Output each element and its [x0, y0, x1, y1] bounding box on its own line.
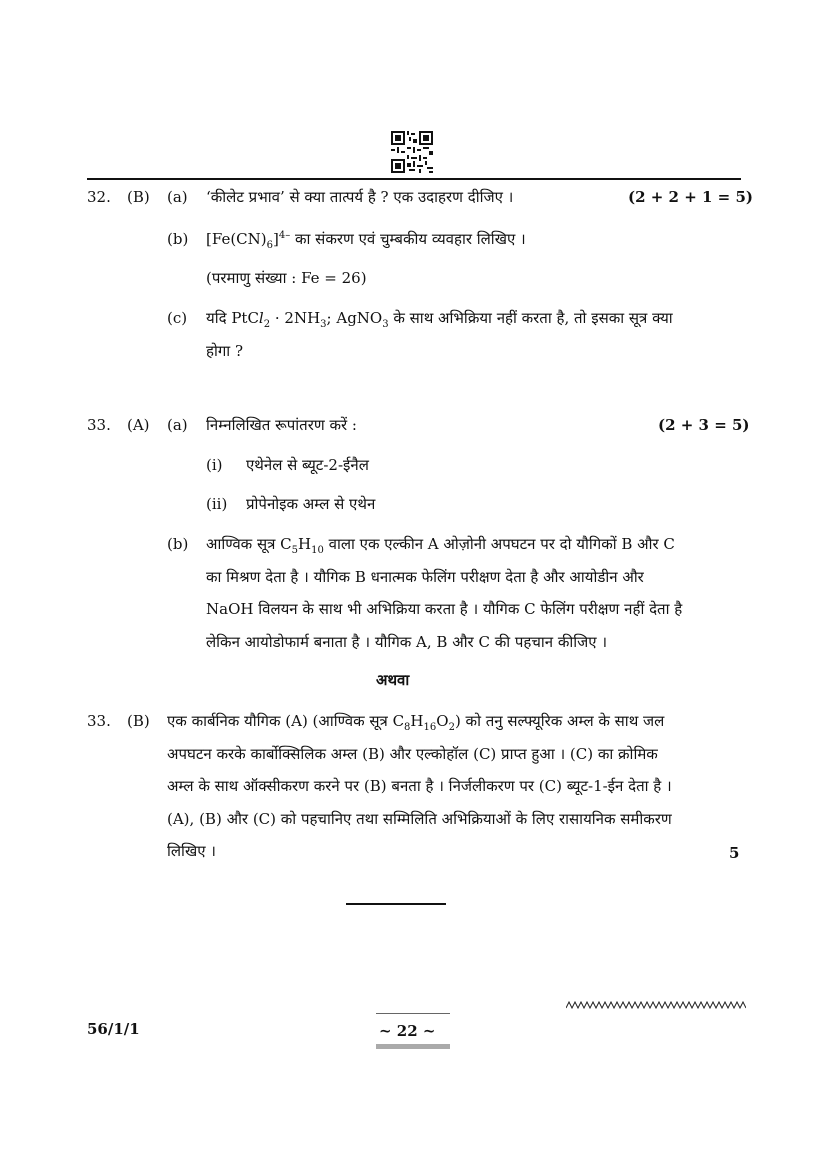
q33a-b-paragraph — [206, 528, 703, 658]
q33b-number: 33. — [87, 712, 111, 730]
page-number-bottom-bar — [376, 1044, 450, 1049]
q33a-i-label: (i) — [206, 456, 223, 474]
page-number: ~ 22 ~ — [379, 1022, 436, 1040]
q33a-marks: (2 + 3 = 5) — [658, 416, 750, 434]
q32-number: 32. — [87, 188, 111, 206]
q32-marks: (2 + 2 + 1 = 5) — [628, 188, 753, 206]
q32-option: (B) — [127, 188, 150, 206]
q33a-number: 33. — [87, 416, 111, 434]
q33a-b-line4: लेकिन आयोडोफार्म बनाता है । यौगिक A, B और C की पहचान कीजिए । — [206, 632, 608, 651]
page-number-top-bar — [376, 1013, 450, 1014]
q33a-option: (A) — [127, 416, 150, 434]
q32-b-label: (b) — [167, 230, 189, 248]
q33b-paragraph — [167, 705, 703, 868]
q33b-marks: 5 — [729, 844, 740, 862]
q32-a-text: ‘कीलेट प्रभाव’ से क्या तात्पर्य है ? एक उदाहरण दीजिए । — [206, 188, 514, 206]
q33a-ii-text: प्रोपेनोइक अम्ल से एथेन — [246, 495, 376, 513]
q32-c-line2: होगा ? — [206, 342, 243, 360]
q33a-a-label: (a) — [167, 416, 188, 434]
q32-c-label: (c) — [167, 309, 188, 327]
q32-a-label: (a) — [167, 188, 188, 206]
q33b-line4: (A), (B) और (C) को पहचानिए तथा सम्मिलिति अभिक्रियाओं के लिए रासायनिक समीकरण — [167, 809, 672, 828]
paper-code: 56/1/1 — [87, 1020, 140, 1038]
q33a-a-text: निम्नलिखित रूपांतरण करें : — [206, 416, 357, 434]
q33a-b-line2: का मिश्रण देता है । यौगिक B धनात्मक फेलिंग परीक्षण देता है और आयोडीन और — [206, 567, 644, 586]
q33a-b-label: (b) — [167, 535, 189, 553]
q33b-line1: एक कार्बनिक यौगिक (A) (आण्विक सूत्र $C_8H_{16}O_2$) को तनु सल्फ्यूरिक अम्ल के साथ जल — [167, 712, 665, 733]
qr-code-icon — [391, 131, 433, 173]
or-heading: अथवा — [376, 671, 410, 689]
q32-b-text: $[Fe(CN)_6]^{4-}$ का संकरण एवं चुम्बकीय व्यवहार लिखिए । — [206, 230, 526, 251]
q33a-i-text: एथेनेल से ब्यूट-2-ईनैल — [246, 456, 369, 474]
q32-b-note: (परमाणु संख्या : Fe = 26) — [206, 269, 367, 287]
wavy-line-icon — [566, 998, 746, 1012]
q33a-b-line1: आण्विक सूत्र $C_5H_{10}$ वाला एक एल्कीन A ओज़ोनी अपघटन पर दो यौगिकों B और C — [206, 535, 675, 556]
q33b-line2: अपघटन करके कार्बोक्सिलिक अम्ल (B) और एल्कोहॉल (C) प्राप्त हुआ । (C) का क्रोमिक — [167, 744, 658, 763]
q33a-ii-label: (ii) — [206, 495, 228, 513]
top-rule — [87, 178, 741, 180]
q33b-option: (B) — [127, 712, 150, 730]
q33b-line5: लिखिए । — [167, 842, 216, 860]
end-separator — [346, 903, 446, 905]
q32-c-text: यदि PtCl$_2$ · $2NH_3$; AgNO$_3$ के साथ अभिक्रिया नहीं करता है, तो इसका सूत्र क्या — [206, 309, 673, 330]
q33b-line3: अम्ल के साथ ऑक्सीकरण करने पर (B) बनता है । निर्जलीकरण पर (C) ब्यूट-1-ईन देता है । — [167, 777, 672, 795]
q33a-b-line3: NaOH विलयन के साथ भी अभिक्रिया करता है । यौगिक C फेलिंग परीक्षण नहीं देता है — [206, 600, 683, 618]
